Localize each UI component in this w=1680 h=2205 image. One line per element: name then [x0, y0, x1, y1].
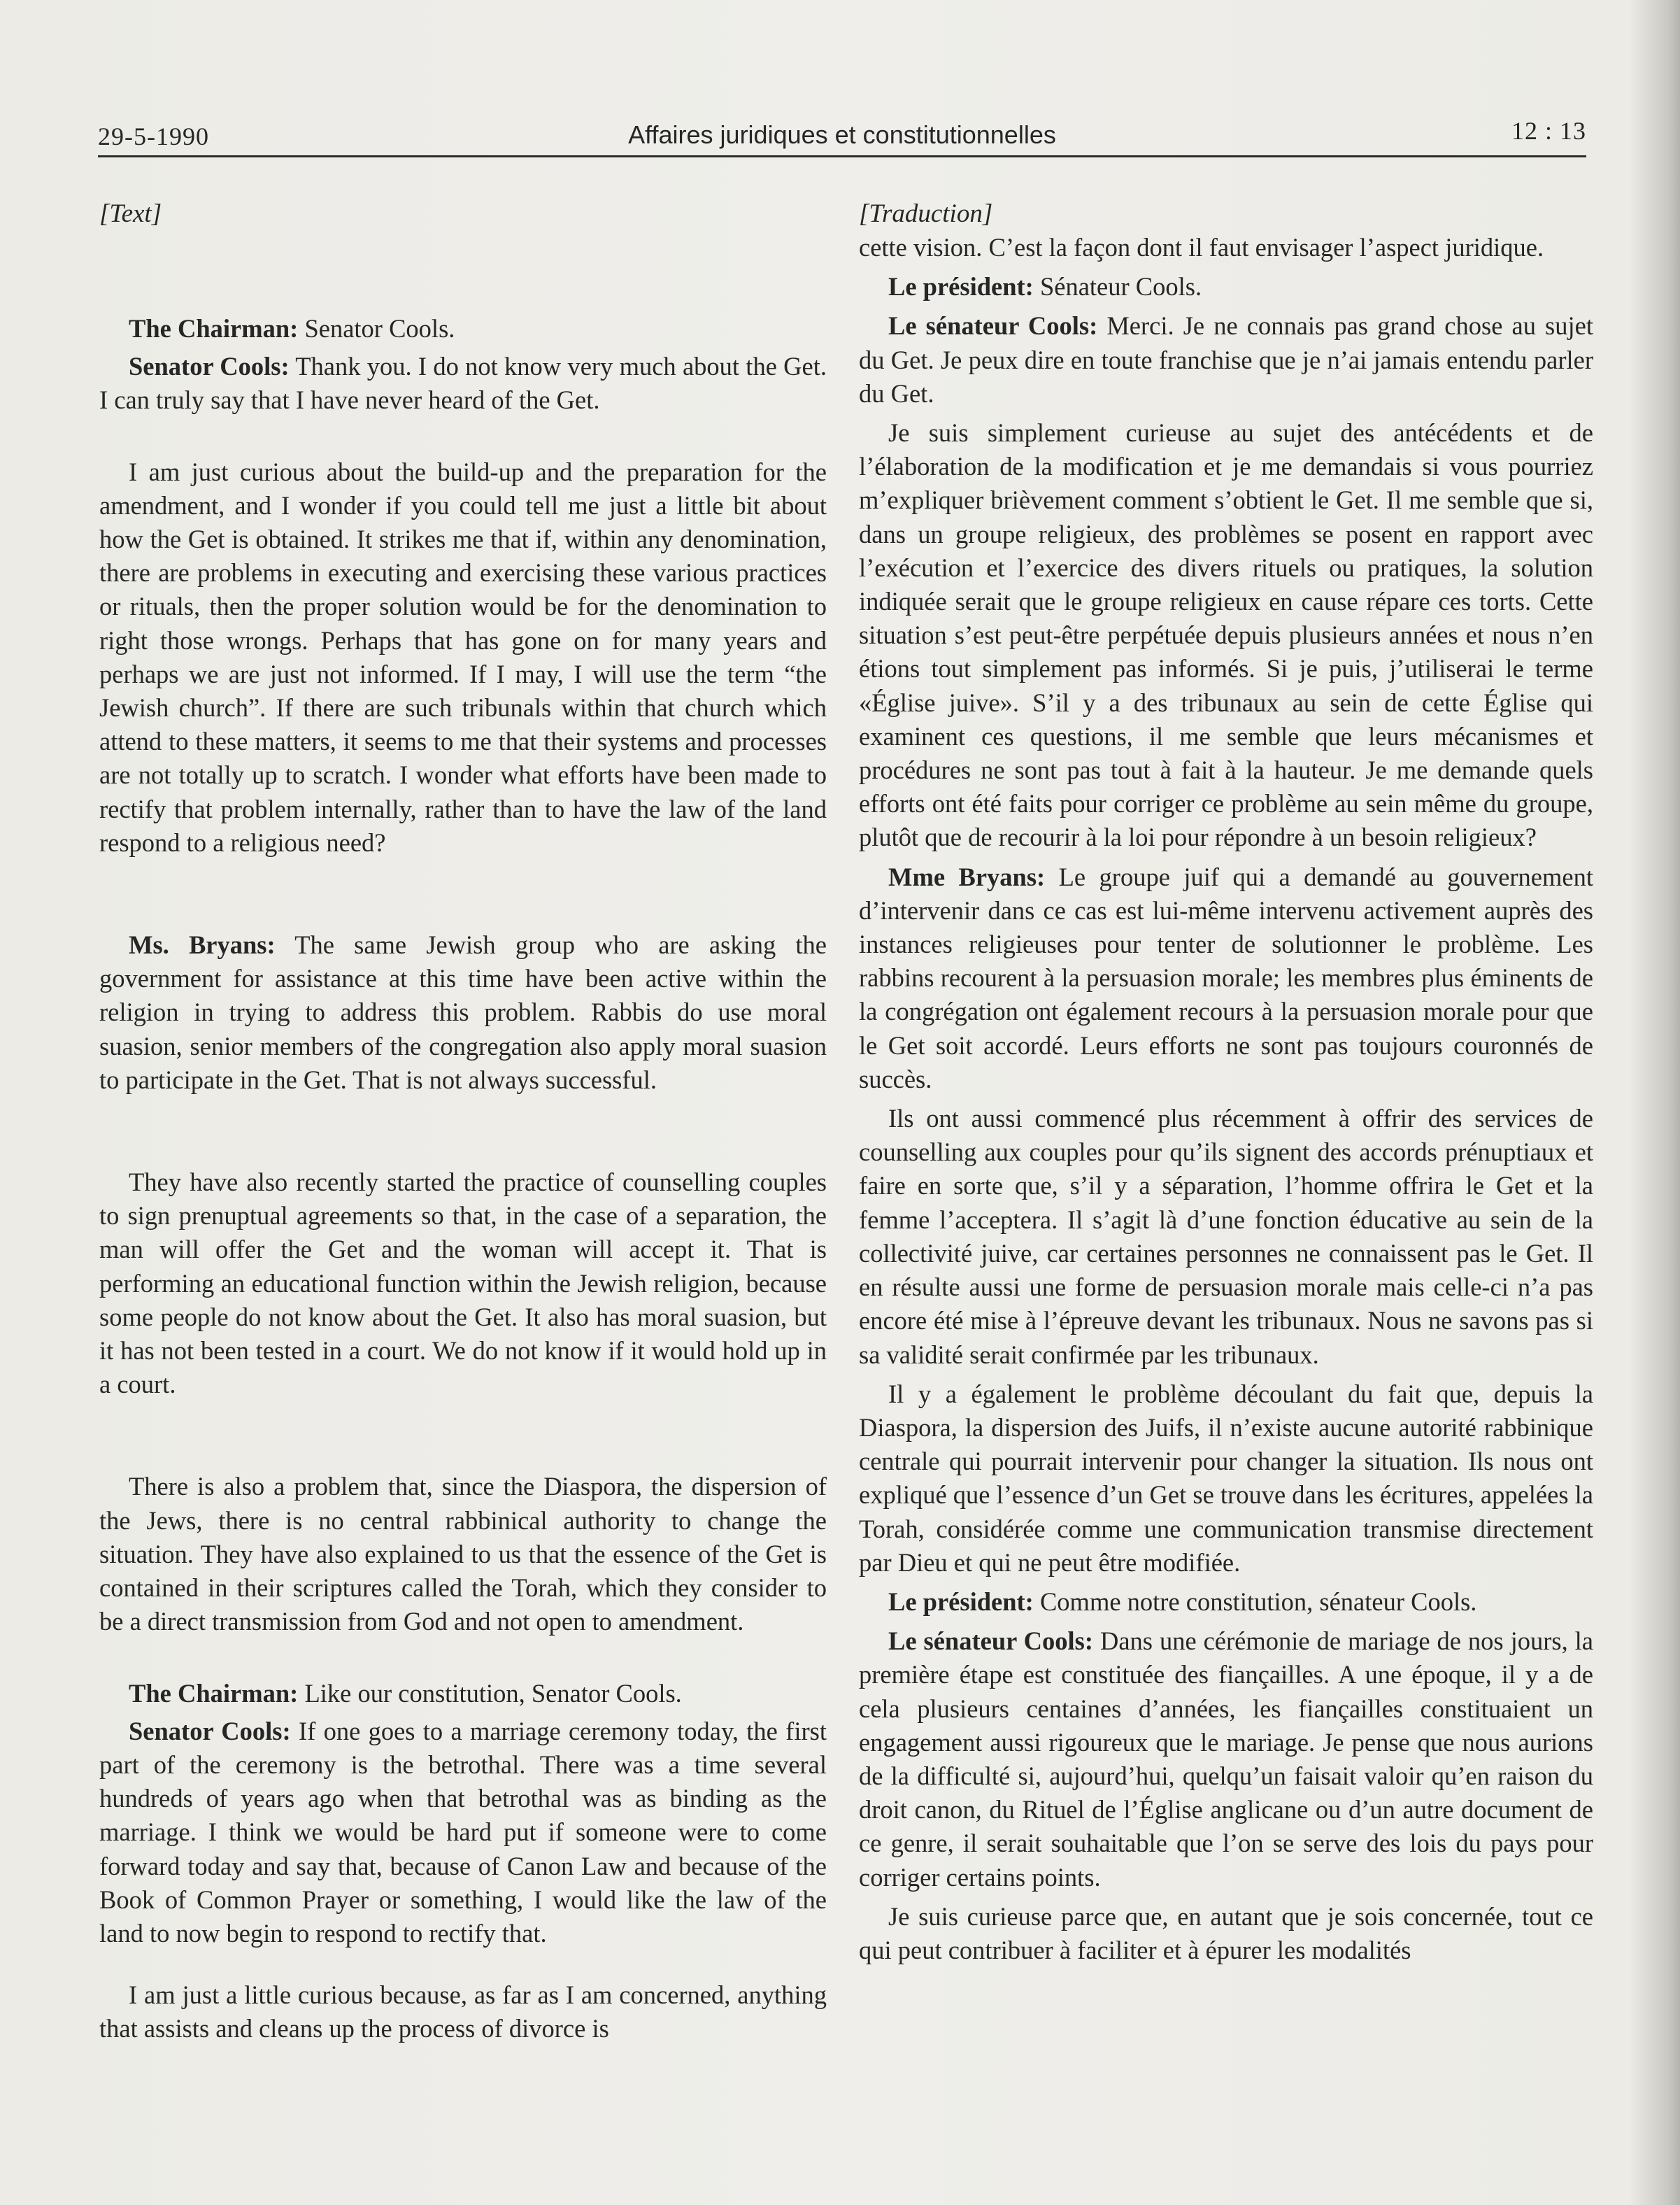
paragraph: Mme Bryans: Le groupe juif qui a demandé au gouvernement d’intervenir dans ce cas est lui-même intervenu activement auprès des instances religieuses pour tenter de solutionner le problème. Les rabbins recourent à la persuasion morale; les membres plus éminents de la congrégation ont également recours à la persuasion morale pour que le Get soit accordé. Leurs efforts ne sont pas toujours couronnés de succès.: [859, 862, 1593, 1093]
paragraph: cette vision. C’est la façon dont il faut envisager l’aspect juridique.: [859, 233, 1544, 262]
paragraph: Le président: Sénateur Cools.: [888, 272, 1202, 302]
paragraph: Ils ont aussi commencé plus récemment à offrir des services de counselling aux couples pour qu’ils signent des accords prénuptiaux et faire en sorte que, s’il y a séparation, l’homme offrira le Get et la femme l’acceptera. Il s’agit là d’une fonction éducative au sein de la collectivité juive, car certaines personnes ne connaissent pas le Get. Il en résulte aussi une forme de persuasion morale mais celle-ci n’a pas encore été mise à l’épreuve devant les tribunaux. Nous ne savons pas si sa validité serait confirmée par les tribunaux.: [859, 1104, 1593, 1369]
speaker-name: Ms. Bryans:: [129, 930, 276, 960]
paragraph: Je suis simplement curieuse au sujet des antécédents et de l’élaboration de la modification et je me demandais si vous pourriez m’expliquer brièvement comment s’obtient le Get. Il me semble que si, dans un groupe religieux, des problèmes se posent en rapport avec l’exécution et l’exercice des divers rituels ou pratiques, la solution indiquée serait que le groupe religieux en cause répare ces torts. Cette situation s’est peut-être perpétuée depuis plusieurs années et nous n’en étions tout simplement pas informés. Si je puis, j’utiliserai le terme «Église juive». S’il y a des tribunaux au sein de cette Église qui examinent ces questions, il me semble que leurs mécanismes et procédures ne sont pas tout à fait à la hauteur. Je me demande quels efforts ont été faits pour corriger ce problème au sein même du groupe, plutôt que de recourir à la loi pour répondre à un besoin religieux?: [859, 418, 1593, 852]
paragraph: The Chairman: Like our constitution, Senator Cools.: [129, 1678, 682, 1708]
french-column-label: [Traduction]: [859, 199, 993, 228]
paragraph: Je suis curieuse parce que, en autant que je sois concernée, tout ce qui peut contribuer à faciliter et à épurer les modalités: [859, 1901, 1593, 1964]
speaker-name: Le sénateur Cools:: [888, 1626, 1093, 1656]
header-date: 29-5-1990: [98, 122, 209, 150]
paragraph: Ms. Bryans: The same Jewish group who are asking the government for assistance at this time have been active within the religion in trying to address this problem. Rabbis do use moral suasion, senior members of the congregation also apply moral suasion to participate in the Get. That is not always successful.: [99, 930, 827, 1094]
paragraph: I am just a little curious because, as far as I am concerned, anything that assists and cleans up the process of divorce is: [99, 1980, 827, 2043]
header-page-number: 12 : 13: [1511, 117, 1586, 145]
speaker-name: Mme Bryans:: [888, 862, 1046, 891]
speaker-name: Senator Cools:: [129, 352, 290, 381]
paragraph: Il y a également le problème découlant du fait que, depuis la Diaspora, la dispersion des Juifs, il n’existe aucune autorité rabbinique centrale qui pourrait intervenir pour changer la situation. Ils nous ont expliqué que l’essence d’un Get se trouve dans les écritures, appelées la Torah, considérée comme une communication transmise directement par Dieu et qui ne peut être modifiée.: [859, 1379, 1593, 1577]
speaker-name: The Chairman:: [129, 314, 299, 343]
paragraph: The Chairman: Senator Cools.: [129, 314, 455, 343]
paragraph: Le sénateur Cools: Dans une cérémonie de mariage de nos jours, la première étape est constituée des fiançailles. A une époque, il y a de cela plusieurs centaines d’années, les fiançailles constituaient un engagement aussi rigoureux que le mariage. Je pense que nous aurions de la difficulté si, aujourd’hui, quelqu’un faisait valoir qu’en raison du droit canon, du Rituel de l’Église anglicane ou d’un autre document de ce genre, il serait souhaitable que l’on se serve des lois du pays pour corriger certains points.: [859, 1626, 1594, 1892]
page-header: [98, 112, 1586, 157]
speaker-name: The Chairman:: [129, 1678, 299, 1708]
paragraph: I am just curious about the build-up and the preparation for the amendment, and I wonder if you could tell me just a little bit about how the Get is obtained. It strikes me that if, within any denomination, there are problems in executing and exercising these various practices or rituals, then the proper solution would be for the denomination to right those wrongs. Perhaps that has gone on for many years and perhaps we are just not informed. If I may, I will use the term “the Jewish church”. If there are such tribunals within that church which attend to these matters, it seems to me that their systems and processes are not totally up to scratch. I wonder what efforts have been made to rectify that problem internally, rather than to have the law of the land respond to a religious need?: [99, 457, 827, 857]
english-column-label: [Text]: [99, 199, 162, 228]
paragraph: They have also recently started the practice of counselling couples to sign prenuptual agreements so that, in the case of a separation, the man will offer the Get and the woman will accept it. That is performing an educational function within the Jewish religion, because some people do not know about the Get. It also has moral suasion, but it has not been tested in a court. We do not know if it would hold up in a court.: [99, 1168, 827, 1399]
paragraph: Le président: Comme notre constitution, sénateur Cools.: [888, 1587, 1477, 1616]
speaker-name: Le président:: [888, 272, 1034, 302]
header-title: Affaires juridiques et constitutionnelles: [628, 120, 1056, 149]
speaker-name: Senator Cools:: [129, 1716, 291, 1745]
english-column: [99, 197, 827, 2046]
paragraph: There is also a problem that, since the Diaspora, the dispersion of the Jews, there is no central rabbinical authority to change the situation. They have also explained to us that the essence of the Get is contained in their scriptures called the Torah, which they consider to be a direct transmission from God and not open to amendment.: [99, 1472, 827, 1636]
paragraph: Senator Cools: If one goes to a marriage ceremony today, the first part of the ceremony is the betrothal. There was a time several hundreds of years ago when that betrothal was as binding as the marriage. I think we would be hard put if someone were to come forward today and say that, because of Canon Law and because of the Book of Common Prayer or something, I would like the law of the land to now begin to respond to rectify that.: [99, 1716, 827, 1948]
paragraph: Senator Cools: Thank you. I do not know very much about the Get. I can truly say that I have never heard of the Get.: [99, 352, 827, 415]
paragraph: Le sénateur Cools: Merci. Je ne connais pas grand chose au sujet du Get. Je peux dire en toute franchise que je n’ai jamais entendu parler du Get.: [859, 311, 1593, 408]
speaker-name: Le sénateur Cools:: [888, 311, 1098, 341]
french-column: [859, 197, 1593, 1973]
speaker-name: Le président:: [888, 1587, 1034, 1616]
